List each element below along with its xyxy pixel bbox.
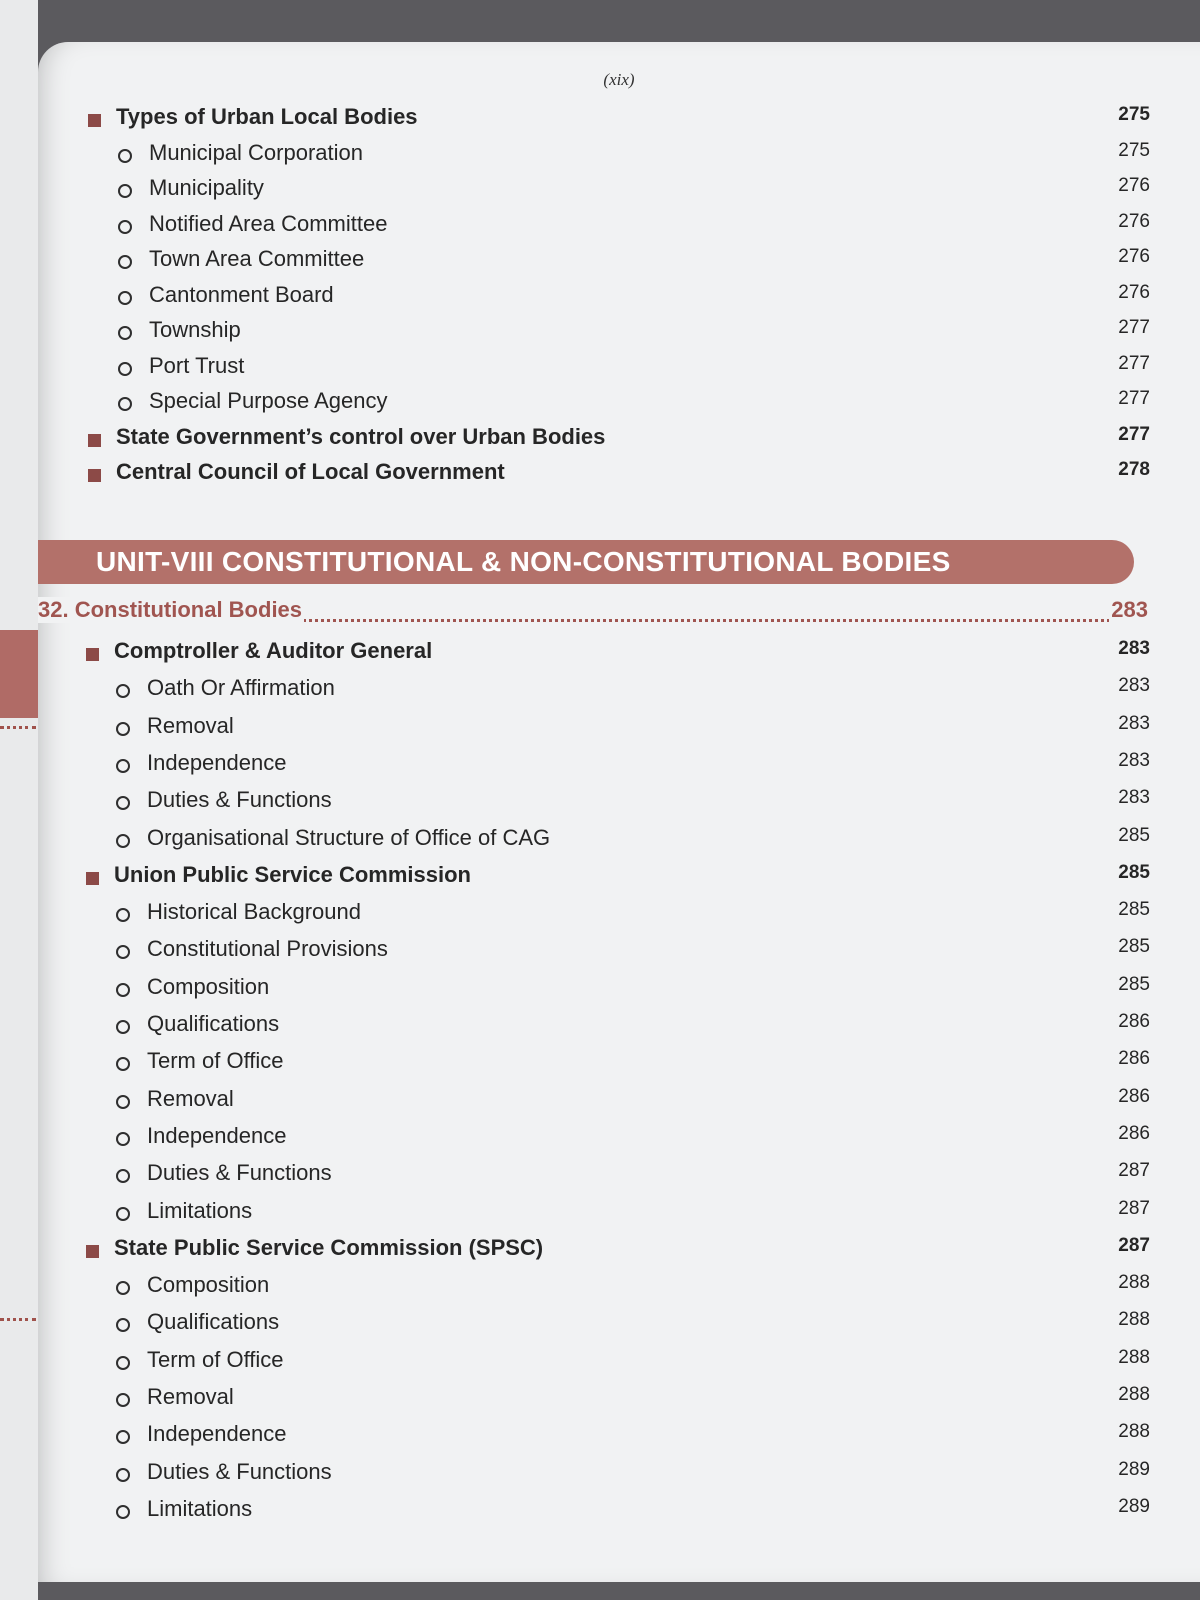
circle-bullet-icon	[116, 1057, 130, 1071]
contents-entry-sub[interactable]	[38, 246, 1150, 280]
entry-label: Duties & Functions	[147, 1160, 332, 1186]
contents-entry-sub[interactable]	[38, 1496, 1150, 1530]
contents-entry-sub[interactable]	[38, 1347, 1150, 1381]
contents-entry-sub[interactable]	[38, 1086, 1150, 1120]
entry-page-number: 276	[1118, 246, 1150, 267]
entry-page-number: 288	[1118, 1346, 1150, 1368]
entry-page-number: 277	[1118, 352, 1150, 374]
entry-label: Limitations	[147, 1197, 253, 1223]
circle-bullet-icon	[116, 908, 130, 922]
circle-bullet-icon	[116, 983, 130, 997]
circle-bullet-icon	[116, 722, 130, 736]
contents-entry-sub[interactable]	[38, 1384, 1150, 1418]
contents-entry-sub[interactable]	[38, 750, 1150, 784]
entry-label: State Government’s control over Urban Bodies	[116, 423, 606, 449]
entry-page-number: 287	[1118, 1197, 1150, 1219]
entry-page-number: 288	[1118, 1272, 1150, 1294]
circle-bullet-icon	[118, 255, 132, 269]
entry-page-number: 285	[1118, 973, 1150, 995]
contents-entry-sub[interactable]	[38, 1048, 1150, 1082]
circle-bullet-icon	[116, 1430, 130, 1444]
entry-label: Notified Area Committee	[149, 210, 388, 236]
entry-page-number: 286	[1118, 1122, 1150, 1144]
page-left-edge	[0, 0, 38, 1600]
entry-label: Duties & Functions	[147, 1458, 332, 1484]
entry-page-number: 283	[1118, 675, 1150, 697]
contents-entry-sub[interactable]	[38, 282, 1150, 316]
square-bullet-icon	[88, 469, 101, 482]
entry-label: Types of Urban Local Bodies	[116, 104, 418, 129]
entry-label: Town Area Committee	[149, 246, 365, 271]
entry-label: Removal	[147, 1085, 234, 1111]
contents-entry-sub[interactable]	[38, 1198, 1150, 1232]
entry-label: Independence	[147, 749, 287, 775]
contents-entry-main[interactable]	[38, 862, 1150, 896]
chapter-heading[interactable]	[38, 597, 1148, 627]
circle-bullet-icon	[116, 1468, 130, 1482]
entry-label: Port Trust	[149, 352, 245, 378]
circle-bullet-icon	[116, 945, 130, 959]
circle-bullet-icon	[116, 1132, 130, 1146]
entry-label: Municipality	[149, 175, 264, 200]
unit-title: UNIT-VIII CONSTITUTIONAL & NON-CONSTITUTIONAL BODIES	[96, 546, 951, 577]
entry-page-number: 277	[1118, 388, 1150, 409]
entry-page-number: 288	[1118, 1384, 1150, 1405]
contents-entry-sub[interactable]	[38, 1160, 1150, 1194]
circle-bullet-icon	[116, 759, 130, 773]
contents-entry-sub[interactable]	[38, 825, 1150, 859]
contents-entry-sub[interactable]	[38, 713, 1150, 747]
square-bullet-icon	[86, 872, 99, 885]
entry-page-number: 285	[1118, 861, 1150, 883]
circle-bullet-icon	[116, 684, 130, 698]
square-bullet-icon	[86, 648, 99, 661]
entry-label: Term of Office	[147, 1048, 284, 1074]
contents-entry-sub[interactable]	[38, 1011, 1150, 1045]
entry-label: Central Council of Local Government	[116, 459, 505, 484]
contents-entry-main[interactable]	[38, 1235, 1150, 1269]
contents-entry-sub[interactable]	[38, 388, 1150, 422]
contents-entry-sub[interactable]	[38, 1421, 1150, 1455]
circle-bullet-icon	[118, 326, 132, 340]
circle-bullet-icon	[118, 220, 132, 234]
chapter-title: 32. Constitutional Bodies	[38, 597, 303, 622]
contents-entry-sub[interactable]	[38, 675, 1150, 709]
entry-page-number: 289	[1118, 1458, 1150, 1480]
circle-bullet-icon	[116, 1169, 130, 1183]
entry-label: Special Purpose Agency	[149, 388, 388, 413]
circle-bullet-icon	[118, 149, 132, 163]
circle-bullet-icon	[116, 834, 130, 848]
contents-entry-sub[interactable]	[38, 1272, 1150, 1306]
square-bullet-icon	[88, 114, 101, 127]
chapter-tab-marker	[0, 630, 38, 718]
entry-label: Duties & Functions	[147, 787, 332, 813]
entry-page-number: 286	[1118, 1011, 1150, 1032]
contents-entry-main[interactable]	[38, 104, 1150, 138]
dotted-edge-mark	[0, 1318, 36, 1321]
circle-bullet-icon	[118, 362, 132, 376]
entry-page-number: 283	[1118, 638, 1150, 659]
entry-page-number: 275	[1118, 104, 1150, 125]
entry-label: Union Public Service Commission	[114, 861, 471, 887]
entry-label: Township	[149, 317, 241, 342]
entry-label: Independence	[147, 1421, 287, 1447]
contents-entry-main[interactable]	[38, 459, 1150, 493]
entry-page-number: 283	[1118, 787, 1150, 809]
entry-label: Independence	[147, 1122, 287, 1148]
contents-entry-main[interactable]	[38, 424, 1150, 458]
entry-label: State Public Service Commission (SPSC)	[114, 1234, 544, 1260]
entry-page-number: 277	[1118, 317, 1150, 338]
circle-bullet-icon	[118, 397, 132, 411]
entry-page-number: 288	[1118, 1309, 1150, 1331]
contents-entry-sub[interactable]	[38, 899, 1150, 933]
entry-page-number: 276	[1118, 210, 1150, 232]
entry-page-number: 288	[1118, 1421, 1150, 1443]
entry-label: Composition	[147, 973, 270, 999]
entry-page-number: 276	[1118, 175, 1150, 196]
entry-page-number: 289	[1118, 1495, 1150, 1517]
circle-bullet-icon	[116, 1281, 130, 1295]
entry-label: Composition	[147, 1272, 270, 1298]
circle-bullet-icon	[116, 1393, 130, 1407]
entry-label: Qualifications	[147, 1309, 280, 1335]
entry-page-number: 285	[1118, 936, 1150, 958]
contents-entry-sub[interactable]	[38, 974, 1150, 1008]
entry-label: Removal	[147, 1384, 234, 1409]
entry-page-number: 287	[1118, 1160, 1150, 1182]
entry-page-number: 275	[1118, 139, 1150, 161]
entry-label: Comptroller & Auditor General	[114, 638, 433, 663]
contents-entry-sub[interactable]	[38, 936, 1150, 970]
contents-entry-sub[interactable]	[38, 317, 1150, 351]
entry-page-number: 283	[1118, 749, 1150, 771]
entry-label: Organisational Structure of Office of CAG	[147, 824, 551, 850]
unit-banner	[38, 540, 1134, 584]
entry-page-number: 285	[1118, 899, 1150, 921]
entry-page-number: 283	[1118, 712, 1150, 734]
circle-bullet-icon	[116, 1356, 130, 1370]
entry-page-number: 276	[1118, 281, 1150, 303]
entry-label: Term of Office	[147, 1346, 284, 1372]
entry-label: Municipal Corporation	[149, 139, 363, 165]
contents-entry-sub[interactable]	[38, 175, 1150, 209]
entry-page-number: 277	[1118, 423, 1150, 445]
circle-bullet-icon	[118, 184, 132, 198]
circle-bullet-icon	[116, 1505, 130, 1519]
contents-entry-main[interactable]	[38, 638, 1150, 672]
entry-page-number: 286	[1118, 1048, 1150, 1070]
contents-entry-sub[interactable]	[38, 1123, 1150, 1157]
entry-label: Cantonment Board	[149, 281, 334, 307]
contents-entry-sub[interactable]	[38, 140, 1150, 174]
circle-bullet-icon	[118, 291, 132, 305]
contents-entry-sub[interactable]	[38, 353, 1150, 387]
contents-entry-sub[interactable]	[38, 211, 1150, 245]
dotted-edge-mark	[0, 726, 36, 729]
square-bullet-icon	[88, 434, 101, 447]
square-bullet-icon	[86, 1245, 99, 1258]
entry-label: Removal	[147, 712, 234, 738]
entry-label: Constitutional Provisions	[147, 936, 388, 962]
entry-label: Historical Background	[147, 899, 361, 925]
contents-entry-sub[interactable]	[38, 1309, 1150, 1343]
entry-label: Oath Or Affirmation	[147, 675, 335, 701]
contents-entry-sub[interactable]	[38, 787, 1150, 821]
entry-page-number: 285	[1118, 824, 1150, 846]
contents-page	[38, 42, 1200, 1582]
circle-bullet-icon	[116, 1318, 130, 1332]
circle-bullet-icon	[116, 1207, 130, 1221]
circle-bullet-icon	[116, 1095, 130, 1109]
entry-label: Limitations	[147, 1495, 253, 1521]
entry-page-number: 278	[1118, 459, 1150, 480]
entry-label: Qualifications	[147, 1011, 280, 1036]
entry-page-number: 286	[1118, 1085, 1150, 1107]
page-number: (xix)	[603, 70, 635, 89]
chapter-page: 283	[1111, 597, 1148, 622]
circle-bullet-icon	[116, 796, 130, 810]
entry-page-number: 287	[1118, 1234, 1150, 1256]
contents-entry-sub[interactable]	[38, 1459, 1150, 1493]
circle-bullet-icon	[116, 1020, 130, 1034]
